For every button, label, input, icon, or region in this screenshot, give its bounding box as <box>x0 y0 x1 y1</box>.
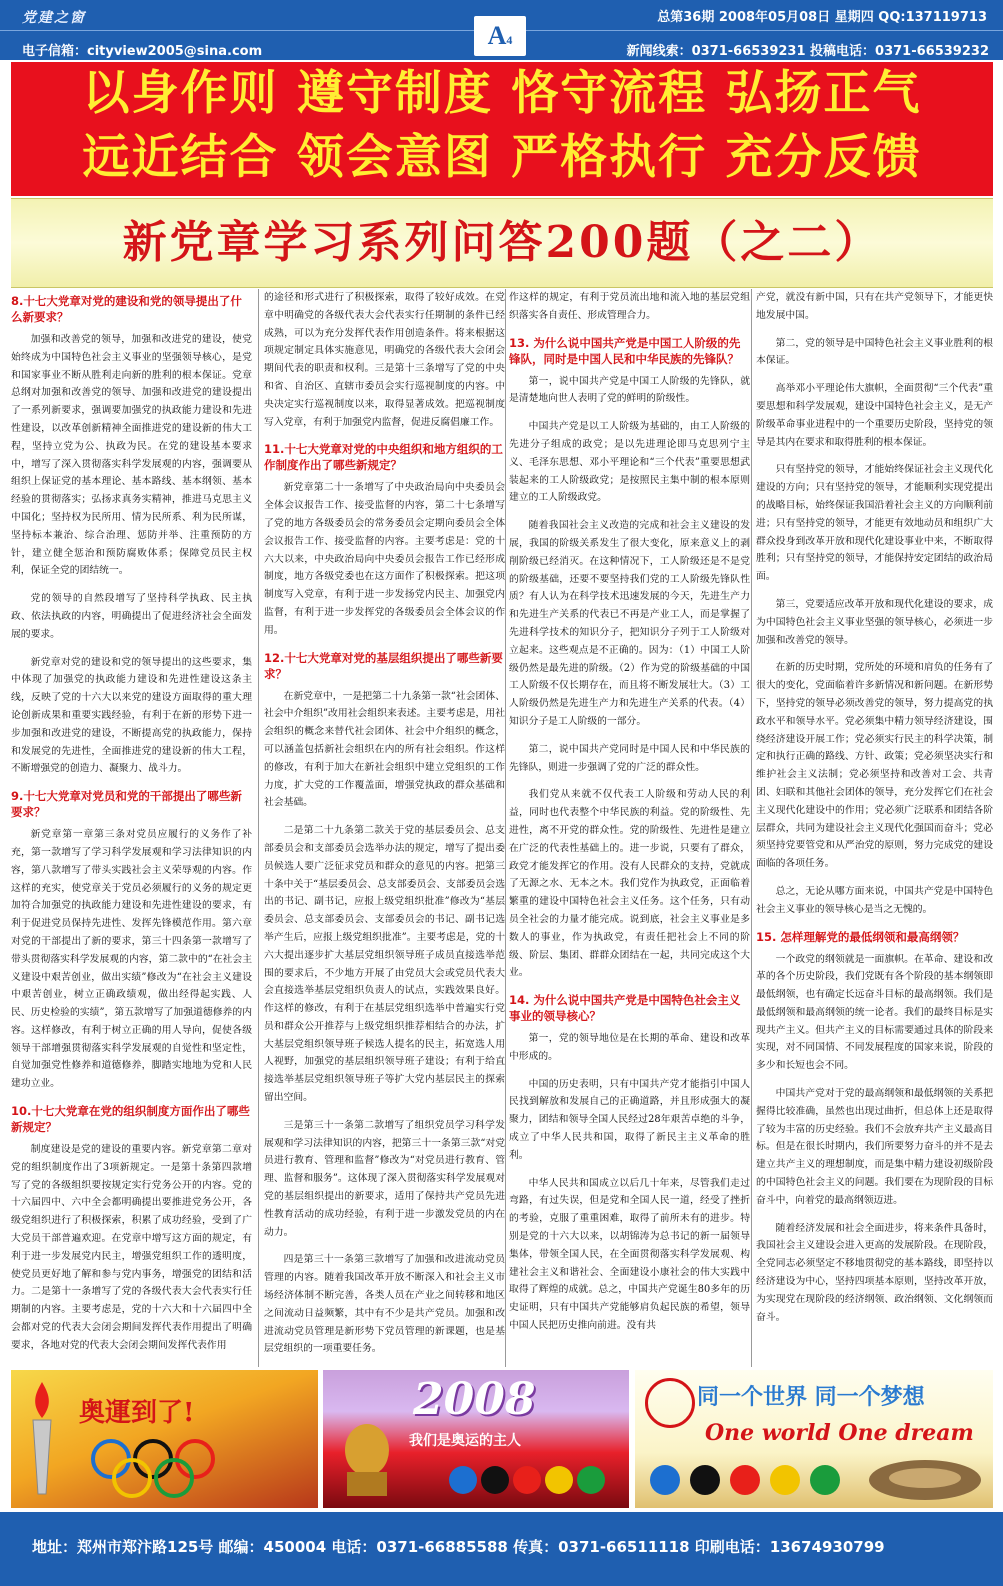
beijing-2008-logo-icon <box>645 1378 695 1428</box>
paragraph: 中国共产党是以工人阶级为基础的，由工人阶级的先进分子组成的政党；是以先进理论即马克思列宁主义、毛泽东思想、邓小平理论和“三个代表”重要思想武装起来的工人阶级政党；是按照民主集中制的根本原则建立的工人阶级政党。 <box>509 421 750 504</box>
paragraph: 随着我国社会主义改造的完成和社会主义建设的发展，我国的阶级关系发生了很大变化，原来意义上的剥削阶级已经消灭。在这种情况下，工人阶级还是不是党的阶级基础，还要不要坚持我们党的工人阶级先锋队性质？有人认为在科学技术迅速发展的今天，先进生产力和先进生产关系的代表已不再是产业工人，而是掌握了先进科学技术的知识分子，把知识分子列于工人阶级对立起来。这些观点是不正确的。因为：（1）中国工人阶级仍然是最先进的阶级。（2）作为党的阶级基础的中国工人阶级不仅长期存在，而且将不断发展壮大。（3）工人阶级仍然是先进生产力和先进生产关系的代表。（4）知识分子是工人阶级的一部分。 <box>509 520 750 727</box>
page-number: 4 <box>506 33 513 47</box>
olympic-banner-1 <box>11 1370 318 1508</box>
paragraph: 作这样的规定，有利于党员流出地和流入地的基层党组织落实各自责任、形成管理合力。 <box>509 292 750 321</box>
birds-nest-stadium-icon <box>865 1450 985 1504</box>
paragraph: 高举邓小平理论伟大旗帜，全面贯彻“三个代表”重要思想和科学发展观，建设中国特色社会主义，是无产阶级革命事业进程中的一个重要历史阶段，坚持党的领导是其内在要求和取得胜利的根本保证。 <box>756 383 993 448</box>
question-heading: 11.十七大党章对党的中央组织和地方组织的工作制度作出了哪些新规定？ <box>264 442 503 473</box>
hotline: 新闻线索：0371-66539231 投稿电话：0371-66539232 <box>626 44 989 59</box>
question-heading: 13. 为什么说中国共产党是中国工人阶级的先锋队，同时是中国人民和中华民族的先锋队？ <box>509 335 741 366</box>
paragraph: 新党章对党的建设和党的领导提出的这些要求，集中体现了加强党的执政能力建设和先进性建设这条主线，反映了党的十六大以来党的建设方面取得的重大理论创新成果和重要实践经验，有利于在新的形势下进一步加强和改进党的建设，不断提高党的执政能力，保持和发展党的先进性，全面推进党的建设新的伟大工程，不断增强党的创造力、凝聚力、战斗力。 <box>11 656 252 775</box>
paragraph: 第一，党的领导地位是在长期的革命、建设和改革中形成的。 <box>509 1033 750 1062</box>
banner-3-slogan-en: One world One dream <box>705 1420 974 1446</box>
question-heading: 8.十七大党章对党的建设和党的领导提出了什么新要求？ <box>11 294 242 324</box>
paragraph: 中国共产党对于党的最高纲领和最低纲领的关系把握得比较准确，虽然也出现过曲折，但总体上还是取得了较为丰富的历史经验。我们不会放弃共产主义最高目标。但是在很长时期内，我们所要努力奋斗的并不是去建立共产主义的理想制度，而是集中精力建设初级阶段的中国特色社会主义的问题。我们要在为现阶段的目标奋斗中，向着党的最高纲领迈进。 <box>756 1088 993 1206</box>
paragraph: 制度建设是党的建设的重要内容。新党章第二章对党的组织制度作出了3项新规定。一是第十条第四款增写了党的各级组织要按规定实行党务公开的内容。党的十六届四中、六中全会都明确提出要推进党务公开，各级党组织进行了积极探索，积累了成功经验，受到了广大党员干部普遍欢迎。在党章中增写这方面的规定，有利于进一步发展党内民主，增强党组织工作的透明度，使党员更好地了解和参与党内事务，增强党的团结和活力。二是第十一条增写了党的各级代表大会代表实行任期制的内容。主要考虑是，党的十六大和十六届四中全会都对党的代表大会闭会期间发挥代表作用提出了明确要求，各地对党的代表大会闭会期间发挥代表作用 <box>11 1144 252 1351</box>
email-line[interactable]: 电子信箱：cityview2005@sina.com <box>22 44 263 59</box>
question-heading: 15. 怎样理解党的最低纲领和最高纲领？ <box>756 929 965 944</box>
olympic-banner-2 <box>323 1370 629 1508</box>
paragraph: 中华人民共和国成立以后几十年来，尽管我们走过弯路，有过失误，但是党和全国人民一道，经受了挫折的考验，克服了重重困难，取得了前所未有的进步。特别是党的十六大以来，以胡锦涛为总书记的新一届领导集体，带领全国人民，在全面贯彻落实科学发展观、构建社会主义和谐社会、全面建设小康社会的伟大实践中取得了辉煌的成就。总之，中国共产党诞生80多年的历史证明，只有中国共产党能够肩负起民族的希望，领导中国人民把历史推向前进。没有共 <box>509 1177 750 1332</box>
page-badge <box>474 16 526 56</box>
question-heading: 14. 为什么说中国共产党是中国特色社会主义事业的领导核心？ <box>509 993 741 1024</box>
paragraph: 党的领导的自然段增写了坚持科学执政、民主执政、依法执政的内容，明确提出了促进经济社会全面发展的要求。 <box>11 593 252 640</box>
slogan-banner <box>11 62 993 196</box>
issue-info: 总第36期 2008年05月08日 星期四 QQ:137119713 <box>657 10 987 25</box>
paragraph: 产党，就没有新中国，只有在共产党领导下，才能更快地发展中国。 <box>756 292 993 321</box>
column-1 <box>11 289 252 1367</box>
banner-1-text: 奥運到了! <box>79 1398 195 1428</box>
olympic-rings-icon <box>71 1434 301 1504</box>
paragraph: 只有坚持党的领导，才能始终保证社会主义现代化建设的方向；只有坚持党的领导，才能顺利实现党提出的战略目标，始终保证我国沿着社会主义的方向顺利前进；只有坚持党的领导，才能更有效地动员和组织广大群众投身到改革开放和现代化建设事业中来，不断取得胜利；只有坚持党的领导，才能保持安定团结的政治局面。 <box>756 464 993 583</box>
paragraph: 随着经济发展和社会全面进步，将来条件具备时，我国社会主义建设会进入更高的发展阶段。在现阶段，全党同志必须坚定不移地贯彻党的基本路线，即坚持以经济建设为中心，坚持四项基本原则，坚持改革开放，为实现党在现阶段的经济纲领、政治纲领、文化纲领而奋斗。 <box>756 1222 993 1323</box>
slogan-line-1: 以身作则 遵守制度 恪守流程 弘扬正气 <box>82 66 922 121</box>
fuwa-mascots-icon <box>645 1458 855 1504</box>
lion-statue-icon <box>337 1410 397 1500</box>
section-brand: 党建之窗 <box>22 10 86 26</box>
paragraph: 四是第三十一条第三款增写了加强和改进流动党员管理的内容。随着我国改革开放不断深入和社会主义市场经济体制不断完善，各类人员在产业之间转移和地区之间流动日益频繁，其中有不少是共产党员。加强和改进流动党员管理是新形势下党员管理的新课题，也是基层党组织的一项重要任务。 <box>264 1254 505 1355</box>
footer-bar <box>0 1512 1003 1586</box>
page-title: 新党章学习系列问答200题（之二） <box>122 217 882 268</box>
paragraph: 一个政党的纲领就是一面旗帜。在革命、建设和改革的各个历史阶段，我们党既有各个阶段的基本纲领即最低纲领，也有确定长远奋斗目标的最高纲领。我们是最低纲领和最高纲领的统一论者。我们的最终目标是实现共产主义。但共产主义的目标需要通过具体的阶段来实现，对不同国情、不同发展程度的国家来说，阶段的多少和长短也会不同。 <box>756 953 993 1072</box>
fuwa-mascots-icon <box>443 1458 613 1506</box>
paragraph: 三是第三十一条第二款增写了组织党员学习科学发展观和学习法律知识的内容，把第三十一条第三款“对党员进行教育、管理和监督”修改为“对党员进行教育、管理、监督和服务”。这体现了深入贯彻落实科学发展观对党的基层组织提出的新要求，适用了保持共产党员先进性教育活动的成功经验，有利于进一步激发党员的内在动力。 <box>264 1119 505 1238</box>
paragraph: 二是第二十九条第二款关于党的基层委员会、总支部委员会和支部委员会选举办法的规定，增写了提出委员候选人要广泛征求党员和群众的意见的内容。把第三十条中关于“基层委员会、总支部委员会、支部委员会选出的书记、副书记，应报上级党组织批准”修改为“基层委员会、总支部委员会、支部委员会的书记、副书记选举产生后，应报上级党组织批准”。主要考虑是，党的十六大提出逐步扩大基层党组织领导班子成员直接选举范围的要求后，不少地方开展了由党员大会或党员代表大会直接选举基层党组织负责人的试点，实践效果良好。作这样的修改，有利于在基层党组织选举中普遍实行党员和群众公开推荐与上级党组织推荐相结合的办法，扩大基层党组织领导班子候选人提名的民主，拓宽选人用人视野，加强党的基层组织领导班子建设；有利于给直接选举基层党组织领导班子等扩大党内基层民主的探索留出空间。 <box>264 825 505 1104</box>
paragraph: 第二，党的领导是中国特色社会主义事业胜利的根本保证。 <box>756 337 993 367</box>
paragraph: 在新党章中，一是把第二十九条第一款“社会团体、社会中介组织”改用社会组织来表述。主要考虑是，用社会组织的概念来替代社会团体、社会中介组织的概念，可以涵盖包括新社会组织在内的所有社会组织。作这样的修改，有利于加大在新社会组织中建立党组织的工作力度，扩大党的工作覆盖面，增强党执政的群众基础和社会基础。 <box>264 690 505 809</box>
paragraph: 加强和改善党的领导，加强和改进党的建设，使党始终成为中国特色社会主义事业的坚强领导核心，是党和国家事业不断从胜利走向新的胜利的根本保证。党章总纲对加强和改善党的领导、加强和改进党的建设提出了一系列新要求，强调要加强党的执政能力建设和先进性建设，以改革创新精神全面推进党的建设新的伟大工程，坚持立党为公、执政为民。在党的建设基本要求中，增写了深入贯彻落实科学发展观的内容，强调要从组织上保证党的基本理论、基本路线、基本纲领、基本经验的贯彻落实；弘扬求真务实精神，推进马克思主义中国化；坚持权为民所用、情为民所系、利为民所谋，坚持标本兼治、综合治理、惩防并举、注重预防的方针，建立健全惩治和预防腐败体系；保障党员民主权利，保证全党的团结统一。 <box>11 334 252 577</box>
page-letter: A <box>487 21 507 50</box>
question-heading: 10.十七大党章在党的组织制度方面作出了哪些新规定？ <box>11 1104 250 1135</box>
olympic-banners <box>11 1370 993 1508</box>
paragraph: 我们党从来就不仅代表工人阶级和劳动人民的利益，同时也代表整个中华民族的利益。党的阶级性、先进性，离不开党的群众性。党的阶级性、先进性是建立在广泛的代表性基础上的。进一步说，只要有了群众，政党才能发挥它的作用。没有人民群众的支持，党就成了无源之水、无本之木。我们党作为执政党，正面临着繁重的建设中国特色社会主义任务。这个任务，只有动员全社会的力量才能完成。说到底，社会主义事业是多数人的事业，作为执政党，有责任把社会上不同的阶级、阶层、集团、群群众团结在一起，共同完成这个大业。 <box>509 789 750 979</box>
paragraph: 第一，说中国共产党是中国工人阶级的先锋队，就是清楚地向世人表明了党的鲜明的阶级性。 <box>509 375 750 405</box>
paragraph: 新党章第一章第三条对党员应履行的义务作了补充，第一款增写了学习科学发展观和学习法律知识的内容，第八款增写了带头实践社会主义荣辱观的内容。作这样的充实，使党章关于党员必须履行的义务的规定更加符合加强党的执政能力建设和先进性建设的要求，有利于促进党员保持先进性、发挥先锋模范作用。第六章对党的干部提出了新的要求，第三十四条第一款增写了带头贯彻落实科学发展观的内容，第二款中的“在社会主义建设中艰苦创业，做出实绩”修改为“在社会主义建设中艰苦创业，树立正确政绩观，做出经得起实践、人民、历史检验的实绩”，第五款增写了加强道德修养的内容。这样修改，有利于树立正确的用人导向，促使各级领导干部增强贯彻落实科学发展观的自觉性和坚定性，自觉加强党性修养和道德修养，脚踏实地地为党和人民建功立业。 <box>11 829 252 1090</box>
paragraph: 第二，说中国共产党同时是中国人民和中华民族的先锋队，则进一步强调了党的广泛的群众性。 <box>509 743 750 773</box>
paragraph: 总之，无论从哪方面来说，中国共产党是中国特色社会主义事业的领导核心是当之无愧的。 <box>756 885 993 915</box>
column-4 <box>756 289 993 1367</box>
paragraph: 新党章第二十一条增写了中央政治局向中央委员会全体会议报告工作、接受监督的内容，第二十七条增写了党的地方各级委员会的常务委员会定期向委员会全体会议报告工作、接受监督的内容。主要考虑是：党的十六大以来，中央政治局向中央委员会报告工作已经形成制度，地方各级党委也在这方面作了积极探索。把这项制度写入党章，有利于进一步发扬党内民主、加强党内监督，有利于进一步发挥党的各级委员会全体会议的作用。 <box>264 482 505 636</box>
banner-2-slogan: 我们是奥运的主人 <box>409 1433 521 1449</box>
paragraph: 中国的历史表明，只有中国共产党才能指引中国人民找到解放和发展自己的正确道路，并且形成强大的凝聚力，团结和领导全国人民经过28年艰苦卓绝的斗争，成立了中华人民共和国，取得了新民主主义革命的胜利。 <box>509 1078 750 1161</box>
banner-2-year: 2008 <box>413 1374 536 1425</box>
torch-icon <box>19 1378 65 1498</box>
olympic-banner-3 <box>635 1370 993 1508</box>
column-3 <box>509 289 750 1367</box>
column-2 <box>264 289 505 1367</box>
paragraph: 在新的历史时期，党所处的环境和肩负的任务有了很大的变化，党面临着许多新情况和新问题。在新形势下，坚持党的领导必须改善党的领导，努力提高党的执政水平和领导水平。党必须集中精力领导经济建设，围绕经济建设开展工作；党必须实行民主的科学决策，制定和执行正确的路线、方针、政策；党必须坚决实行和维护社会主义法制；党必须坚持和改善对工会、共青团、妇联和其他社会团体的领导，充分发挥它们在社会主义现代化建设中的作用；党必须广泛联系和团结各阶层群众，共同为建设社会主义现代化强国而奋斗；党必须坚持党要管党和从严治党的原则，努力完成党的建设面临的各项任务。 <box>756 662 993 870</box>
question-heading: 12.十七大党章对党的基层组织提出了哪些新要求？ <box>264 650 503 681</box>
masthead <box>0 0 1003 60</box>
banner-3-slogan-cn: 同一个世界 同一个梦想 <box>697 1385 925 1410</box>
footer-contact: 地址：郑州市郑汴路125号 邮编：450004 电话：0371-66885588 传真：0371-66511118 印刷电话：13674930799 <box>32 1538 885 1556</box>
headline-bar <box>11 198 993 288</box>
paragraph: 第三，党要适应改革开放和现代化建设的要求，成为中国特色社会主义事业坚强的领导核心，必须进一步加强和改善党的领导。 <box>756 598 993 646</box>
question-heading: 9.十七大党章对党员和党的干部提出了哪些新要求？ <box>11 789 242 820</box>
slogan-line-2: 远近结合 领会意图 严格执行 充分反馈 <box>82 130 922 185</box>
article-columns <box>11 289 993 1367</box>
paragraph: 的途径和形式进行了积极探索，取得了较好成效。在党章中明确党的各级代表大会代表实行任期制的条件已经成熟，可以为充分发挥代表作用创造条件。将来根据这项规定制定具体实施意见，明确党的各级代表大会闭会期间代表的职责和权利。三是第十三条增写了党的中央和省、自治区、直辖市委员会实行巡视制度的内容。中央决定实行巡视制度以来，取得显著成效。把巡视制度写入党章，有利于加强党内监督，促进反腐倡廉工作。 <box>264 292 505 428</box>
